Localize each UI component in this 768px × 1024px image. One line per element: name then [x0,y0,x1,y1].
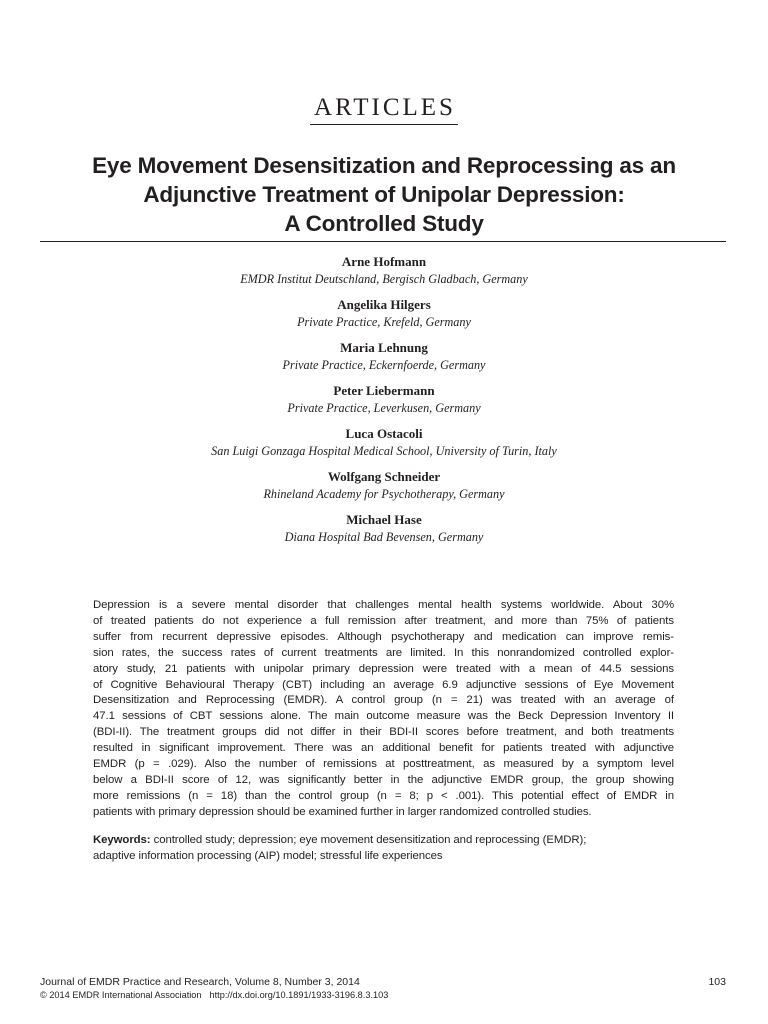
abstract-line: sion rates, the success rates of current treatments are limited. In this nonrandomized controlled explor- [93,646,674,659]
keywords-line [93,832,674,848]
copyright-notice: © 2014 EMDR International Association [40,990,202,1000]
footer-copyright-line [40,989,726,1002]
abstract-line: Depression is a severe mental disorder that challenges mental health systems worldwide. About 30% [93,599,674,611]
author-affiliation: San Luigi Gonzaga Hospital Medical School, University of Turin, Italy [211,444,557,458]
author-affiliation: Private Practice, Krefeld, Germany [297,315,471,329]
journal-citation: Journal of EMDR Practice and Research, Volume 8, Number 3, 2014 [40,976,360,988]
author-affiliation: Private Practice, Leverkusen, Germany [287,401,481,415]
title-divider [40,241,726,242]
author-block [0,253,768,296]
article-title [40,151,728,238]
title-line: Adjunctive Treatment of Unipolar Depression: [143,182,625,207]
author-affiliation: EMDR Institut Deutschland, Bergisch Gladbach, Germany [240,272,528,286]
abstract-line: below a BDI-II score of 12, was significantly better in the adjunctive EMDR group, the group showing [93,773,674,786]
page-footer [40,976,726,1002]
author-block [0,382,768,425]
abstract-line: (BDI-II). The treatment groups did not differ in their BDI-II scores before treatment, and both treatments [93,726,674,739]
author-block [0,468,768,511]
page-number: 103 [708,976,726,988]
author-name: Maria Lehnung [340,340,428,355]
author-block [0,296,768,339]
abstract-line: atory study, 21 patients with unipolar primary depression were treated with a mean of 44.5 sessions [93,662,674,675]
author-block [0,511,768,554]
abstract-line: Desensitization and Reprocessing (EMDR). A control group (n = 21) was treated with an average of [93,694,674,707]
author-name: Angelika Hilgers [337,297,431,312]
abstract-line: of treated patients do not experience a full remission after treatment, and more than 75% of patients [93,614,674,627]
abstract-line: of Cognitive Behavioural Therapy (CBT) including an average 6.9 adjunctive sessions of Eye Movement [93,678,674,691]
author-name: Arne Hofmann [341,254,427,269]
author-affiliation: Diana Hospital Bad Bevensen, Germany [284,530,484,544]
title-line: A Controlled Study [284,211,484,236]
author-list [0,253,768,554]
abstract [93,598,674,821]
abstract-line: more remissions (n = 18) than the control group (n = 8; p < .001). This potential effect of EMDR in [93,789,674,802]
author-name: Wolfgang Schneider [327,469,441,484]
author-block [0,339,768,382]
keywords-label: Keywords: [93,834,151,846]
abstract-line: resulted in significant improvement. There was an additional benefit for patients treated with adjunctive [93,742,674,755]
title-line: Eye Movement Desensitization and Reprocessing as an [92,153,676,178]
footer-journal-line [40,976,726,989]
doi-link[interactable]: http://dx.doi.org/10.1891/1933-3196.8.3.103 [209,990,389,1000]
author-name: Luca Ostacoli [345,426,423,441]
author-name: Peter Liebermann [333,383,435,398]
author-name: Michael Hase [346,512,422,527]
abstract-line: EMDR (p = .029). Also the number of remissions at posttreatment, as measured by a symptom level [93,758,674,771]
author-affiliation: Rhineland Academy for Psychotherapy, Germany [263,487,505,501]
section-label-text: ARTICLES [310,94,458,125]
keywords [93,832,674,864]
author-block [0,425,768,468]
section-label [0,94,768,125]
author-affiliation: Private Practice, Eckernfoerde, Germany [282,358,486,372]
keywords-text: controlled study; depression; eye movement desensitization and reprocessing (EMDR); [150,834,587,846]
abstract-line: patients with primary depression should be examined further in larger randomized controlled studies. [93,805,592,818]
abstract-line: 47.1 sessions of CBT sessions alone. The main outcome measure was the Beck Depression Inventory II [93,710,674,723]
keywords-line: adaptive information processing (AIP) model; stressful life experiences [93,850,443,862]
abstract-line: suffer from recurrent depressive episodes. Although psychotherapy and medication can improve remis- [93,630,674,643]
